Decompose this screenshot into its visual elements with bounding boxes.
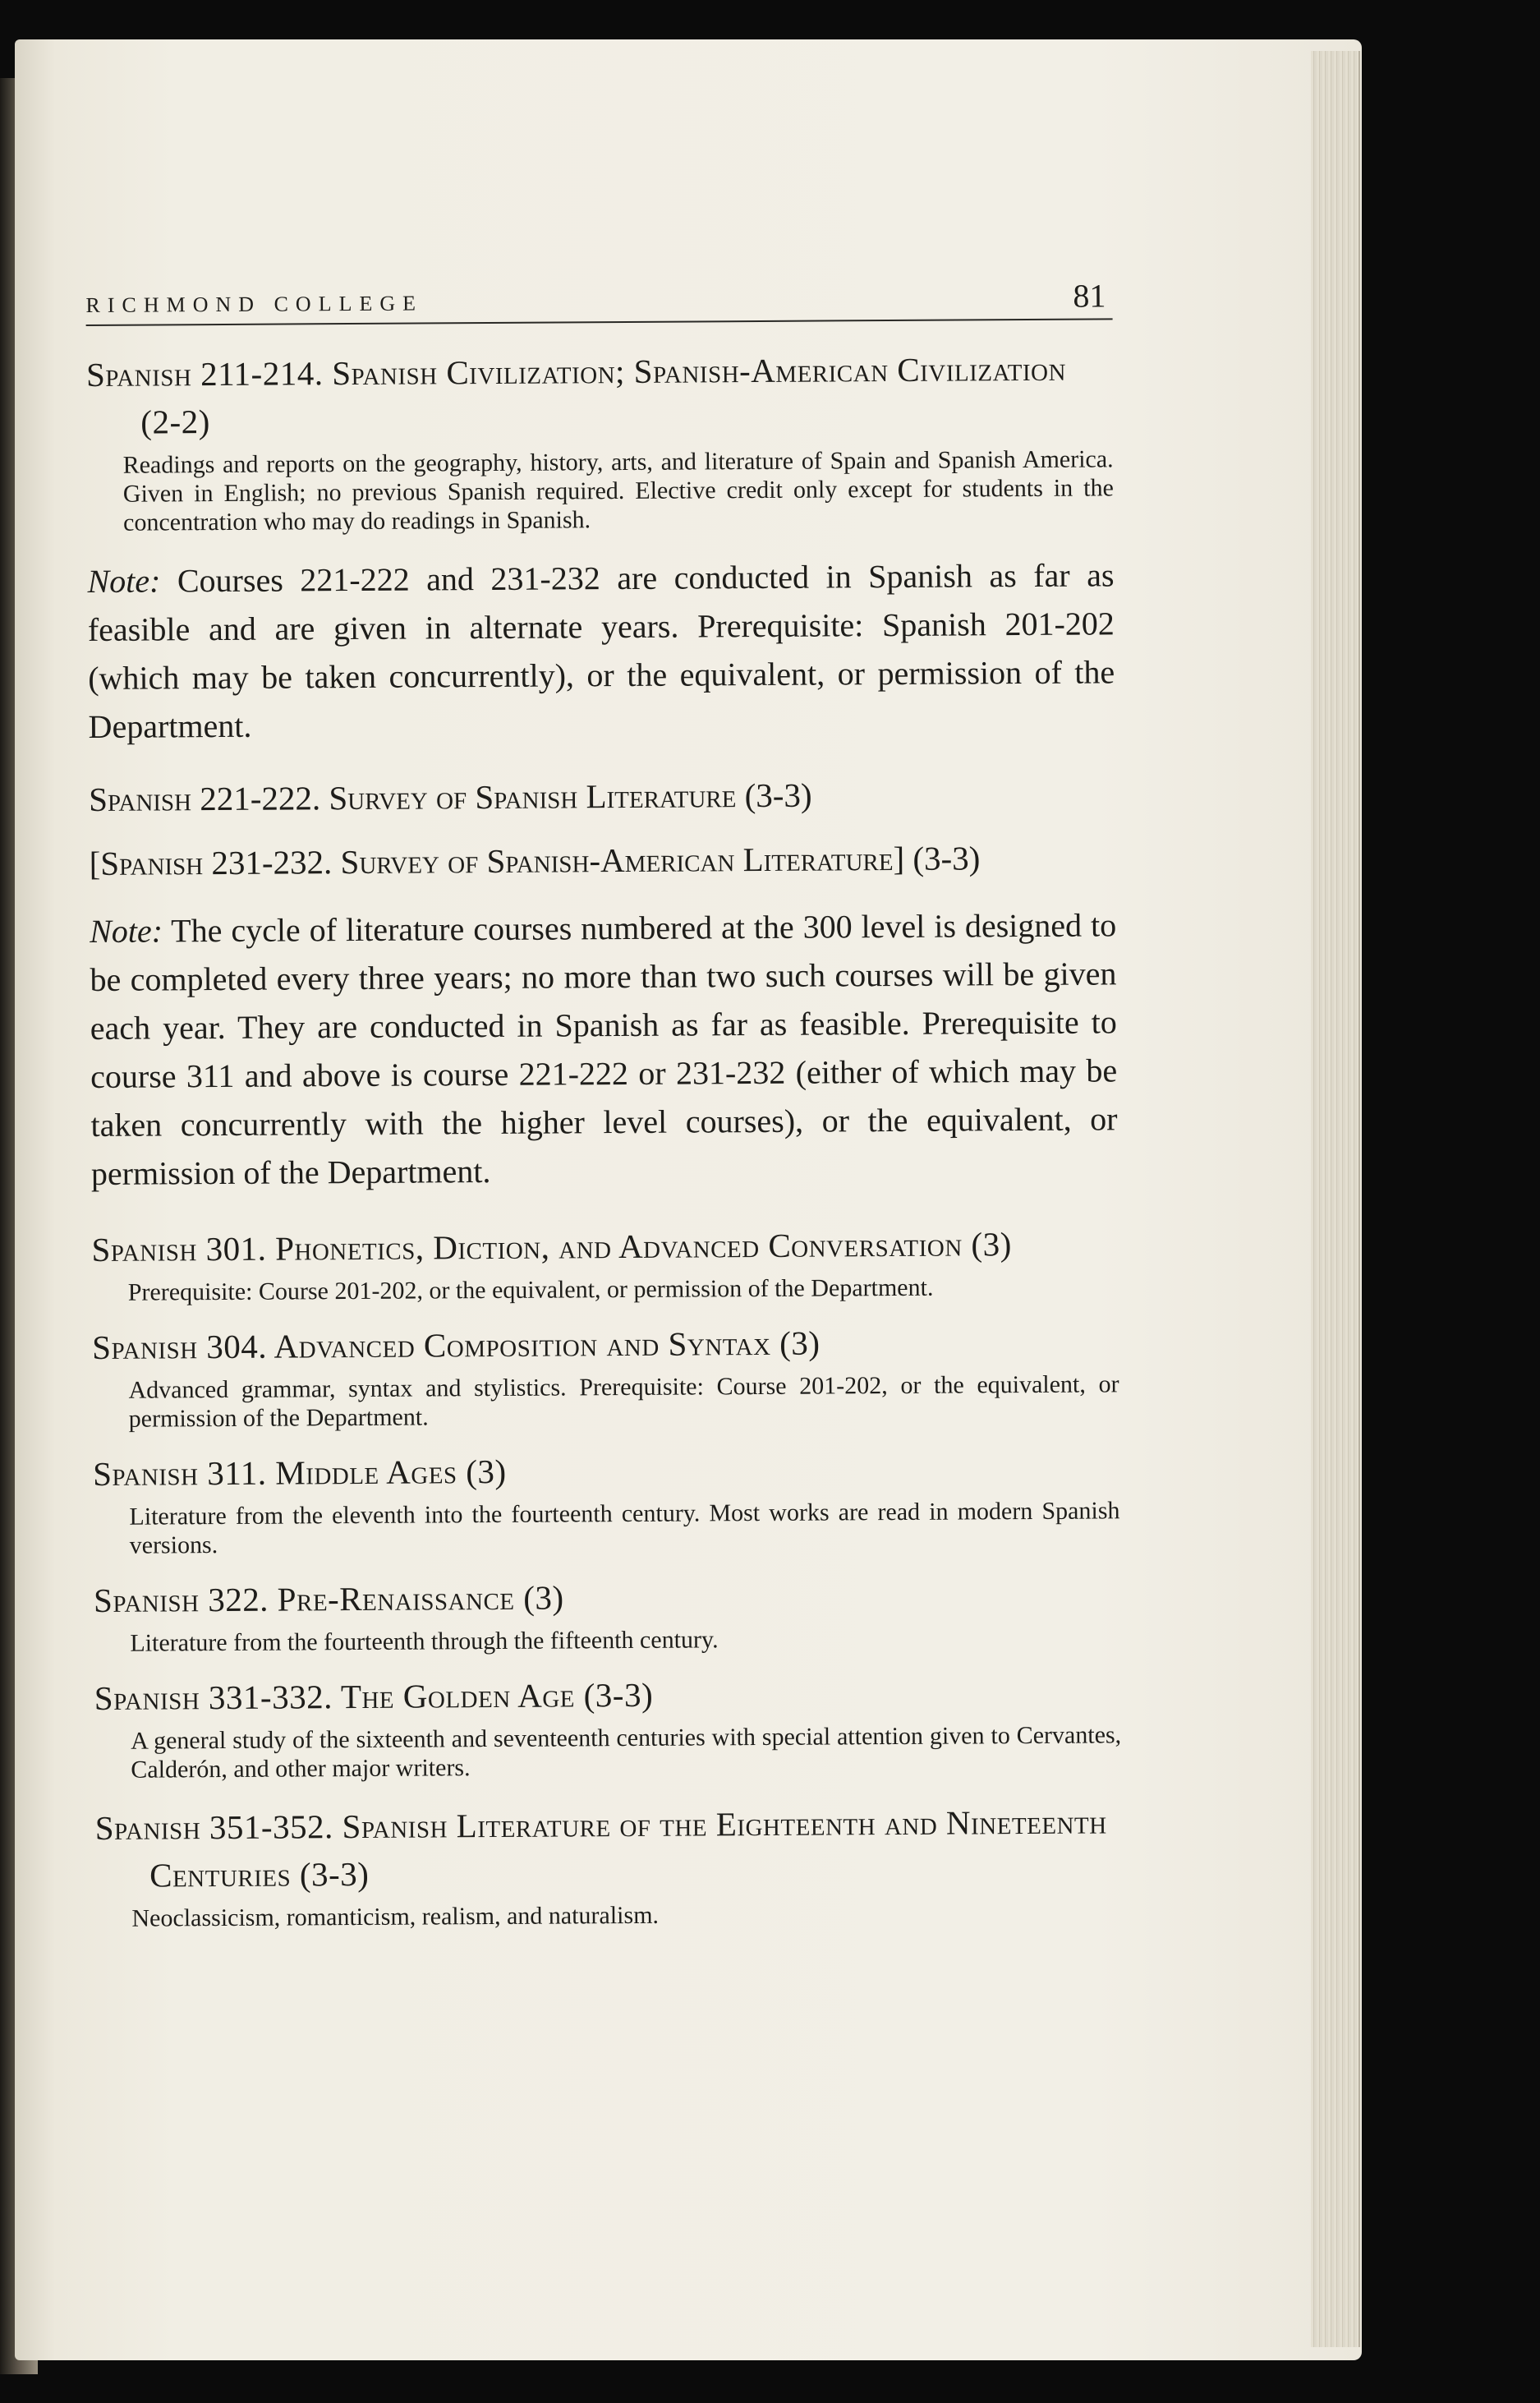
page-fore-edge xyxy=(1311,51,1360,2347)
course-heading: Spanish 322. Pre-Renaissance (3) xyxy=(93,1578,564,1619)
course-spanish-301 xyxy=(91,1219,1119,1307)
course-spanish-231-232: [Spanish 231-232. Survey of Spanish-American Literature] (3-3) xyxy=(89,839,981,882)
page-number: 81 xyxy=(1073,277,1106,315)
note-alternate-years xyxy=(87,550,1115,751)
course-heading: Spanish 211-214. Spanish Civilization; Spanish-American Civilization (2-2) xyxy=(85,349,1067,441)
course-description: Advanced grammar, syntax and stylistics. Prerequisite: Course 201-202, or the equivalent, or permission of the Department. xyxy=(128,1370,1119,1433)
course-spanish-211-214 xyxy=(86,344,1114,537)
course-spanish-322 xyxy=(94,1570,1121,1658)
course-heading: Spanish 331-332. The Golden Age (3-3) xyxy=(94,1675,654,1717)
page-content xyxy=(85,236,1123,1933)
course-spanish-331-332 xyxy=(94,1668,1122,1784)
course-heading: Spanish 304. Advanced Composition and Syntax (3) xyxy=(92,1323,821,1366)
note-text: The cycle of literature courses numbered at the 300 level is designed to be completed every three years; no more than two such courses will be given each year. They are conducted in Spanish as far as feasible. Prerequisite to course 311 and above is course 221-222 or 231-232 (either of which may be taken concurrently with the higher level courses), or the equivalent, or permission of the Department. xyxy=(90,906,1118,1192)
running-title: RICHMOND COLLEGE xyxy=(85,291,424,317)
note-label: Note: xyxy=(89,912,163,950)
course-spanish-311 xyxy=(93,1443,1120,1560)
course-description: A general study of the sixteenth and seventeenth centuries with special attention given to Cervantes, Calderón, and other major writers. xyxy=(131,1721,1122,1784)
course-spanish-351-352 xyxy=(95,1798,1123,1933)
course-heading: Spanish 351-352. Spanish Literature of the Eighteenth and Nineteenth Centuries (3-3) xyxy=(94,1802,1107,1894)
course-heading: Spanish 311. Middle Ages (3) xyxy=(93,1452,507,1493)
course-description: Literature from the fourteenth through the fifteenth century. xyxy=(130,1626,719,1657)
running-head xyxy=(85,236,1113,326)
course-description: Readings and reports on the geography, history, arts, and literature of Spain and Spanish America. Given in English; no previous Spanish required. Elective credit only except for students in the concentration who may do readings in Spanish. xyxy=(122,445,1114,536)
course-description: Neoclassicism, romanticism, realism, and naturalism. xyxy=(131,1901,660,1932)
course-heading: Spanish 301. Phonetics, Diction, and Advanced Conversation (3) xyxy=(91,1225,1012,1268)
course-spanish-304 xyxy=(92,1317,1119,1434)
note-label: Note: xyxy=(87,562,161,600)
course-description: Literature from the eleventh into the fourteenth century. Most works are read in modern Spanish versions. xyxy=(129,1497,1120,1559)
course-description: Prerequisite: Course 201-202, or the equivalent, or permission of the Department. xyxy=(127,1273,934,1306)
note-text: Courses 221-222 and 231-232 are conducted in Spanish as far as feasible and are given in alternate years. Prerequisite: Spanish 201-202 (which may be taken concurrently), or the equivalent, or permission of the Department. xyxy=(87,556,1115,745)
course-spanish-221-222: Spanish 221-222. Survey of Spanish Literature (3-3) xyxy=(89,776,812,818)
note-literature-cycle xyxy=(90,900,1118,1198)
